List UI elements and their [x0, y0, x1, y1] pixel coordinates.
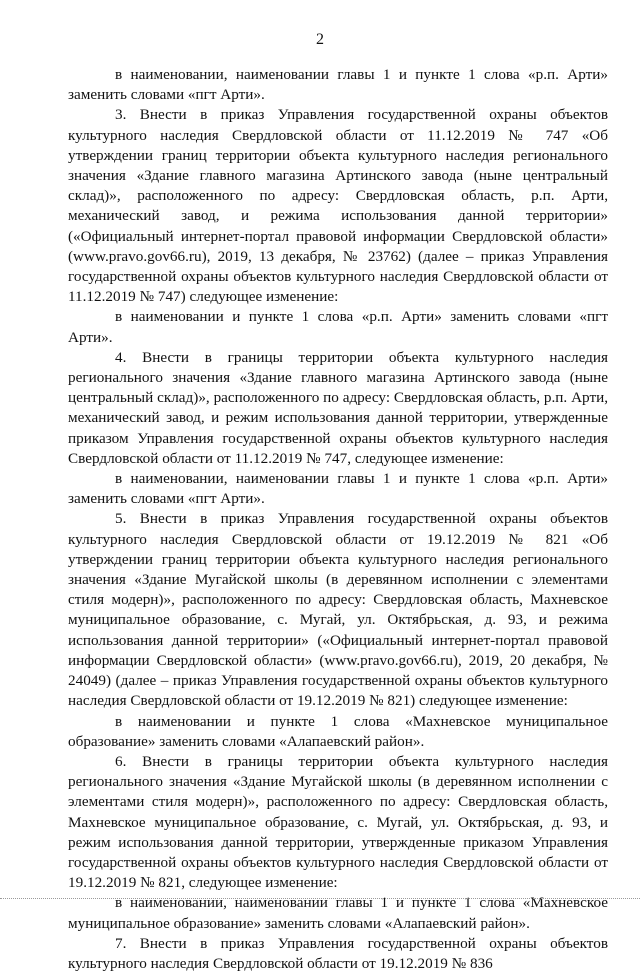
document-body: [68, 65, 608, 974]
paragraph-7: в наименовании и пункте 1 слова «Махневское муниципальное образование» заменить словами «Алапаевский район».: [68, 712, 608, 750]
page-bottom-divider: [0, 898, 640, 900]
paragraph-10: 7. Внести в приказ Управления государственной охраны объектов культурного наследия Свердловской области от 19.12.2019 № 836: [68, 934, 608, 972]
page-number: 2: [316, 31, 324, 48]
paragraph-1: в наименовании, наименовании главы 1 и пункте 1 слова «р.п. Арти» заменить словами «пгт Арти».: [68, 66, 608, 104]
paragraph-5: в наименовании, наименовании главы 1 и пункте 1 слова «р.п. Арти» заменить словами «пгт Арти».: [68, 470, 608, 508]
paragraph-3: в наименовании и пункте 1 слова «р.п. Арти» заменить словами «пгт Арти».: [68, 308, 608, 346]
paragraph-2: 3. Внести в приказ Управления государственной охраны объектов культурного наследия Свердловской области от 11.12.2019 № 747 «Об утверждении границ территории объекта культурного наследия регионального значения «Здание главного магазина Артинского завода (ныне центральный склад)», расположенного по адресу: Свердловская область, р.п. Арти, механический завод, и режима использования данной территории» («Официальный интернет-портал правовой информации Свердловской области» (www.pravo.gov66.ru), 2019, 13 декабря, № 23762) (далее – приказ Управления государственной охраны объектов культурного наследия Свердловской области от 11.12.2019 № 747) следующее изменение:: [68, 106, 608, 306]
paragraph-9: в наименовании, наименовании главы 1 и пункте 1 слова «Махневское муниципальное образование» заменить словами «Алапаевский район».: [68, 894, 608, 932]
paragraph-6: 5. Внести в приказ Управления государственной охраны объектов культурного наследия Свердловской области от 19.12.2019 № 821 «Об утверждении границ территории объекта культурного наследия регионального значения «Здание Мугайской школы (в деревянном исполнении с элементами стиля модерн)», расположенного по адресу: Свердловская область, Махневское муниципальное образование, с. Мугай, ул. Октябрьская, д. 93, и режима использования данной территории» («Официальный интернет-портал правовой информации Свердловской области» (www.pravo.gov66.ru), 2019, 20 декабря, № 24049) (далее – приказ Управления государственной охраны объектов культурного наследия Свердловской области от 19.12.2019 № 821) следующее изменение:: [68, 510, 608, 710]
paragraph-8: 6. Внести в границы территории объекта культурного наследия регионального значения «Здание Мугайской школы (в деревянном исполнении с элементами стиля модерн)», расположенного по адресу: Свердловская область, Махневское муниципальное образование, с. Мугай, ул. Октябрьская, д. 93, и режим использования данной территории, утвержденные приказом Управления государственной охраны объектов культурного наследия Свердловской области от 19.12.2019 № 821, следующее изменение:: [68, 752, 608, 892]
paragraph-4: 4. Внести в границы территории объекта культурного наследия регионального значения «Здание главного магазина Артинского завода (ныне центральный склад)», расположенного по адресу: Свердловская область, р.п. Арти, механический завод, и режим использования данной территории, утвержденные приказом Управления государственной охраны объектов культурного наследия Свердловской области от 11.12.2019 № 747, следующее изменение:: [68, 348, 608, 467]
